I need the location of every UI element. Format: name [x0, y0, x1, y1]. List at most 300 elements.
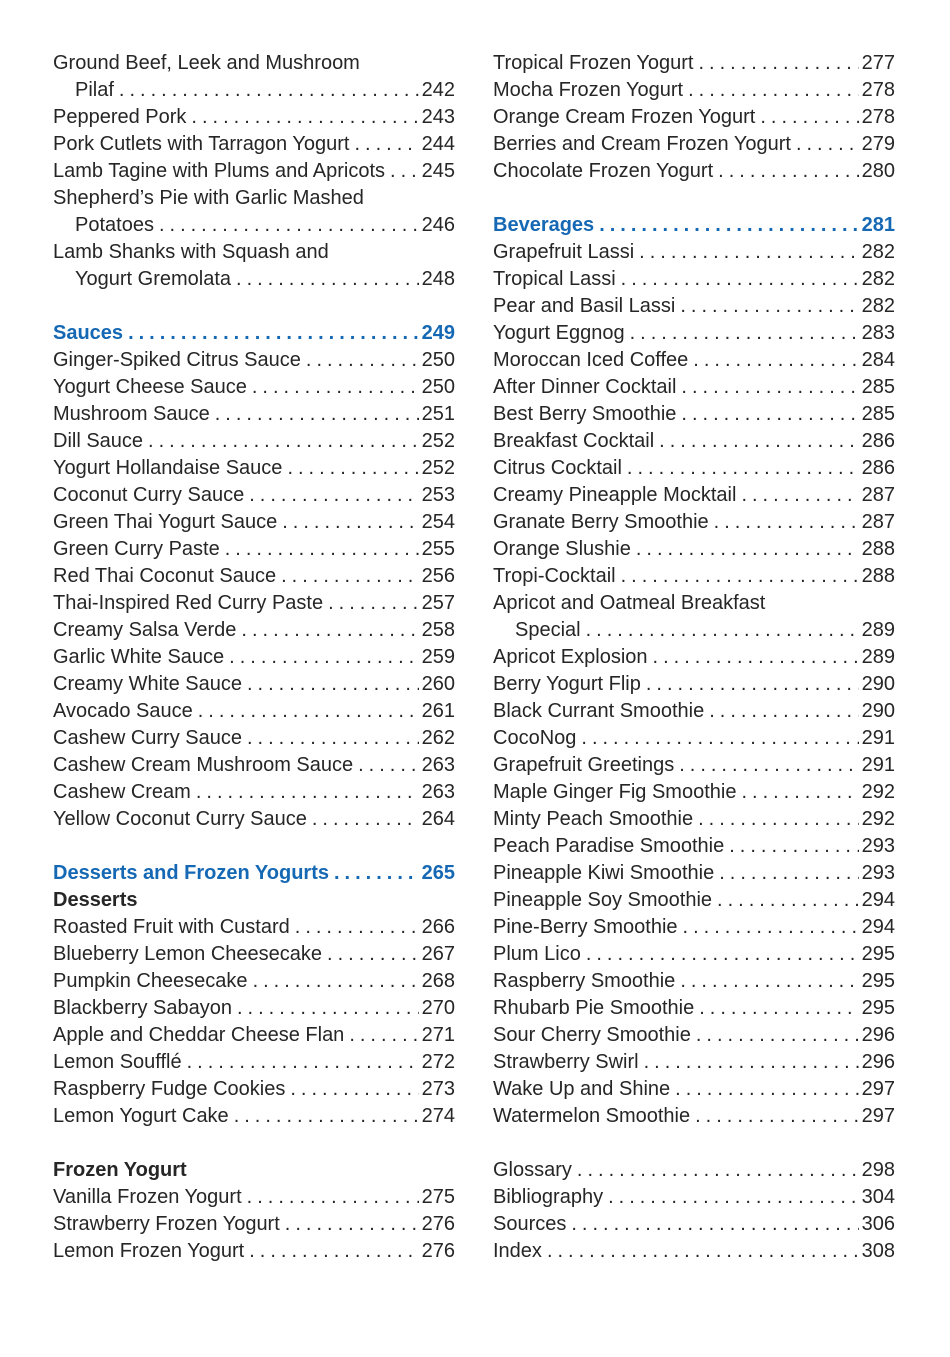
section-heading	[493, 212, 895, 239]
dot-leader	[290, 914, 419, 941]
page-number: 252	[421, 430, 455, 452]
page-number: 292	[861, 808, 895, 830]
page-number: 291	[861, 754, 895, 776]
page-number: 250	[421, 376, 455, 398]
dot-leader	[247, 374, 419, 401]
page-number: 304	[861, 1186, 895, 1208]
toc-entry-label: Garlic White Sauce	[53, 646, 225, 668]
toc-entry	[53, 617, 455, 644]
toc-entry	[493, 347, 895, 374]
toc-entry-label: Yogurt Hollandaise Sauce	[53, 457, 283, 479]
page-number: 271	[421, 1024, 455, 1046]
toc-entry	[53, 698, 455, 725]
page-number: 290	[861, 673, 895, 695]
toc-entry-label: Cashew Cream Mushroom Sauce	[53, 754, 354, 776]
toc-subheading-label: Desserts	[53, 889, 138, 911]
toc-entry	[493, 239, 895, 266]
toc-entry	[493, 914, 895, 941]
toc-entry-label: Yogurt Gremolata	[75, 268, 232, 290]
toc-entry	[53, 104, 455, 131]
page-number: 254	[421, 511, 455, 533]
page-number: 263	[421, 781, 455, 803]
page-number: 280	[861, 160, 895, 182]
toc-entry	[53, 995, 455, 1022]
toc-entry	[493, 374, 895, 401]
toc-entry	[493, 320, 895, 347]
toc-entry	[53, 455, 455, 482]
toc-entry	[493, 698, 895, 725]
dot-leader	[581, 941, 859, 968]
page-number: 275	[421, 1186, 455, 1208]
page-number: 286	[861, 430, 895, 452]
page-number: 294	[861, 916, 895, 938]
toc-entry	[493, 1238, 895, 1265]
toc-entry-label: Avocado Sauce	[53, 700, 193, 722]
toc-entry-label: Watermelon Smoothie	[493, 1105, 691, 1127]
toc-entry	[493, 1076, 895, 1103]
toc-entry	[493, 482, 895, 509]
dot-leader	[231, 266, 419, 293]
toc-entry	[493, 158, 895, 185]
toc-entry	[53, 941, 455, 968]
dot-leader	[322, 941, 419, 968]
dot-leader	[675, 968, 858, 995]
toc-entry	[53, 806, 455, 833]
page-number: 286	[861, 457, 895, 479]
dot-leader	[186, 104, 418, 131]
dot-leader	[693, 50, 858, 77]
toc-entry-label: Lemon Yogurt Cake	[53, 1105, 229, 1127]
section-heading-label: Sauces	[53, 322, 124, 344]
toc-entry	[493, 1211, 895, 1238]
toc-entry-label: Cashew Curry Sauce	[53, 727, 242, 749]
spacer	[493, 1130, 895, 1157]
page-number: 245	[421, 160, 455, 182]
toc-entry-label: Ginger-Spiked Citrus Sauce	[53, 349, 301, 371]
toc-entry-label: CocoNog	[493, 727, 577, 749]
page-number: 282	[861, 268, 895, 290]
page-number: 273	[421, 1078, 455, 1100]
toc-entry-label: Orange Slushie	[493, 538, 631, 560]
toc-subheading	[53, 887, 455, 914]
page-number: 264	[421, 808, 455, 830]
dot-leader	[242, 671, 419, 698]
toc-entry	[493, 644, 895, 671]
toc-entry-label: Blackberry Sabayon	[53, 997, 232, 1019]
toc-entry-label: Berries and Cream Frozen Yogurt	[493, 133, 791, 155]
toc-entry	[493, 1184, 895, 1211]
toc-entry-label: Blueberry Lemon Cheesecake	[53, 943, 323, 965]
toc-entry	[493, 725, 895, 752]
toc-entry	[493, 536, 895, 563]
dot-leader	[542, 1238, 859, 1265]
page-number: 290	[861, 700, 895, 722]
toc-subheading	[53, 1157, 455, 1184]
toc-entry-label: Tropical Frozen Yogurt	[493, 52, 694, 74]
toc-entry	[493, 563, 895, 590]
toc-entry	[493, 887, 895, 914]
toc-entry	[493, 779, 895, 806]
dot-leader	[713, 158, 858, 185]
toc-entry-label: Plum Lico	[493, 943, 581, 965]
toc-entry-label: Pear and Basil Lassi	[493, 295, 676, 317]
toc-entry-label: Special	[515, 619, 581, 641]
toc-entry	[53, 563, 455, 590]
toc-entry-label: Best Berry Smoothie	[493, 403, 677, 425]
page-number: 276	[421, 1213, 455, 1235]
toc-entry	[493, 1103, 895, 1130]
page-number: 250	[421, 349, 455, 371]
toc-entry	[53, 914, 455, 941]
page-number: 294	[861, 889, 895, 911]
page-number: 263	[421, 754, 455, 776]
toc-entry-label: Strawberry Swirl	[493, 1051, 639, 1073]
toc-entry	[53, 1022, 455, 1049]
toc-entry-label: Index	[493, 1240, 542, 1262]
dot-leader	[714, 860, 858, 887]
toc-entry	[53, 428, 455, 455]
dot-leader	[572, 1157, 859, 1184]
dot-leader	[323, 590, 419, 617]
toc-entry-label: Lamb Tagine with Plums and Apricots	[53, 160, 386, 182]
page-number: 276	[421, 1240, 455, 1262]
toc-entry	[493, 266, 895, 293]
toc-entry	[493, 509, 895, 536]
dot-leader	[307, 806, 419, 833]
dot-leader	[282, 455, 418, 482]
toc-entry	[53, 1103, 455, 1130]
dot-leader	[277, 509, 418, 536]
section-heading-label: Desserts and Frozen Yogurts	[53, 862, 329, 884]
toc-entry-label: Wake Up and Shine	[493, 1078, 671, 1100]
toc-entry-label: Yellow Coconut Curry Sauce	[53, 808, 307, 830]
toc-entry-label: After Dinner Cocktail	[493, 376, 677, 398]
toc-entry-label: Creamy Salsa Verde	[53, 619, 237, 641]
toc-subheading-label: Frozen Yogurt	[53, 1159, 187, 1181]
dot-leader	[603, 1184, 859, 1211]
page-number: 258	[421, 619, 455, 641]
toc-entry	[53, 347, 455, 374]
page-number: 289	[861, 619, 895, 641]
dot-leader	[670, 1076, 858, 1103]
dot-leader	[712, 887, 859, 914]
toc-entry-label: Lemon Soufflé	[53, 1051, 182, 1073]
toc-entry-label: Lemon Frozen Yogurt	[53, 1240, 245, 1262]
page-number: 246	[421, 214, 455, 236]
page-number: 297	[861, 1105, 895, 1127]
toc-entry-label: Bibliography	[493, 1186, 604, 1208]
page-number: 285	[861, 376, 895, 398]
toc-entry	[493, 77, 895, 104]
toc-entry-label: Red Thai Coconut Sauce	[53, 565, 277, 587]
page-number: 295	[861, 970, 895, 992]
dot-leader	[276, 563, 419, 590]
toc-entry	[493, 131, 895, 158]
page-number: 295	[861, 997, 895, 1019]
dot-leader	[143, 428, 419, 455]
toc-entry	[493, 590, 895, 617]
section-heading	[53, 860, 455, 887]
toc-entry-label: Grapefruit Greetings	[493, 754, 675, 776]
dot-leader	[193, 698, 419, 725]
page-number: 278	[861, 106, 895, 128]
toc-entry-label: Peppered Pork	[53, 106, 187, 128]
toc-entry-label: Mocha Frozen Yogurt	[493, 79, 684, 101]
page-number: 249	[421, 322, 455, 344]
toc-entry-label: Roasted Fruit with Custard	[53, 916, 290, 938]
toc-entry	[493, 752, 895, 779]
page-number: 306	[861, 1213, 895, 1235]
page-number: 268	[421, 970, 455, 992]
toc-entry-label: Raspberry Fudge Cookies	[53, 1078, 286, 1100]
toc-entry-label: Tropical Lassi	[493, 268, 616, 290]
toc-entry-label: Shepherd’s Pie with Garlic Mashed	[53, 187, 364, 209]
spacer	[53, 1130, 455, 1157]
toc-entry	[493, 833, 895, 860]
toc-entry	[53, 509, 455, 536]
page-number: 291	[861, 727, 895, 749]
toc-column-right	[493, 50, 895, 1265]
page-number: 298	[861, 1159, 895, 1181]
dot-leader	[736, 482, 858, 509]
dot-leader	[576, 725, 858, 752]
page-number: 297	[861, 1078, 895, 1100]
toc-entry	[53, 1211, 455, 1238]
dot-leader	[594, 212, 858, 239]
toc-entry-label: Ground Beef, Leek and Mushroom	[53, 52, 360, 74]
page-number: 281	[861, 214, 895, 236]
toc-entry-label: Pork Cutlets with Tarragon Yogurt	[53, 133, 350, 155]
toc-entry	[493, 671, 895, 698]
dot-leader	[353, 752, 419, 779]
toc-entry	[493, 941, 895, 968]
toc-entry-label: Dill Sauce	[53, 430, 144, 452]
dot-leader	[694, 995, 858, 1022]
spacer	[53, 293, 455, 320]
toc-entry	[53, 752, 455, 779]
dot-leader	[114, 77, 419, 104]
toc-entry	[493, 104, 895, 131]
toc-entry	[493, 50, 895, 77]
toc-entry-label: Yogurt Eggnog	[493, 322, 625, 344]
dot-leader	[683, 77, 859, 104]
toc-entry	[493, 293, 895, 320]
page-number: 267	[421, 943, 455, 965]
page-number: 293	[861, 835, 895, 857]
toc-entry	[493, 860, 895, 887]
dot-leader	[676, 401, 858, 428]
page-number: 260	[421, 673, 455, 695]
dot-leader	[616, 266, 859, 293]
toc-entry-label: Apricot and Oatmeal Breakfast	[493, 592, 766, 614]
toc-entry	[53, 185, 455, 212]
dot-leader	[634, 239, 858, 266]
dot-leader	[676, 374, 858, 401]
spacer	[53, 833, 455, 860]
dot-leader	[678, 914, 859, 941]
toc-entry	[53, 1238, 455, 1265]
toc-entry	[53, 482, 455, 509]
toc-entry	[53, 1049, 455, 1076]
dot-leader	[639, 1049, 859, 1076]
toc-entry-label: Pilaf	[75, 79, 114, 101]
page-number: 244	[421, 133, 455, 155]
toc-entry	[53, 266, 455, 293]
page-number: 283	[861, 322, 895, 344]
toc-entry-label: Sour Cherry Smoothie	[493, 1024, 691, 1046]
toc-entry	[53, 401, 455, 428]
dot-leader	[329, 860, 419, 887]
dot-leader	[242, 1184, 419, 1211]
toc-entry	[53, 590, 455, 617]
spacer	[493, 185, 895, 212]
dot-leader	[344, 1022, 418, 1049]
toc-entry-label: Cashew Cream	[53, 781, 191, 803]
toc-entry-label: Tropi-Cocktail	[493, 565, 616, 587]
toc-entry-label: Coconut Curry Sauce	[53, 484, 245, 506]
dot-leader	[581, 617, 859, 644]
page-number: 252	[421, 457, 455, 479]
dot-leader	[123, 320, 419, 347]
toc-entry-label: Raspberry Smoothie	[493, 970, 676, 992]
section-heading	[53, 320, 455, 347]
toc-entry-label: Green Thai Yogurt Sauce	[53, 511, 278, 533]
page-number: 262	[421, 727, 455, 749]
page-number: 248	[421, 268, 455, 290]
dot-leader	[244, 482, 418, 509]
page-number: 255	[421, 538, 455, 560]
page-number: 284	[861, 349, 895, 371]
dot-leader	[755, 104, 858, 131]
toc-entry-label: Pineapple Kiwi Smoothie	[493, 862, 715, 884]
dot-leader	[736, 779, 858, 806]
dot-leader	[704, 698, 858, 725]
toc-entry-label: Green Curry Paste	[53, 538, 220, 560]
page-number: 296	[861, 1051, 895, 1073]
dot-leader	[566, 1211, 858, 1238]
dot-leader	[674, 752, 858, 779]
page-number: 256	[421, 565, 455, 587]
toc-entry-label: Citrus Cocktail	[493, 457, 622, 479]
dot-leader	[242, 725, 419, 752]
toc-entry	[493, 995, 895, 1022]
dot-leader	[244, 1238, 418, 1265]
toc-entry	[493, 401, 895, 428]
toc-entry-label: Creamy White Sauce	[53, 673, 242, 695]
toc-entry-label: Peach Paradise Smoothie	[493, 835, 725, 857]
dot-leader	[724, 833, 858, 860]
toc-entry-label: Moroccan Iced Coffee	[493, 349, 689, 371]
dot-leader	[675, 293, 858, 320]
toc-entry	[53, 212, 455, 239]
dot-leader	[301, 347, 419, 374]
page-number: 308	[861, 1240, 895, 1262]
toc-entry	[53, 158, 455, 185]
page-number: 287	[861, 484, 895, 506]
page-number: 243	[421, 106, 455, 128]
dot-leader	[210, 401, 419, 428]
dot-leader	[641, 671, 859, 698]
dot-leader	[688, 347, 858, 374]
dot-leader	[220, 536, 419, 563]
dot-leader	[248, 968, 419, 995]
toc-entry-label: Mushroom Sauce	[53, 403, 210, 425]
dot-leader	[349, 131, 418, 158]
page-number: 251	[421, 403, 455, 425]
dot-leader	[631, 536, 859, 563]
toc-entry-label: Chocolate Frozen Yogurt	[493, 160, 714, 182]
toc-entry	[493, 806, 895, 833]
toc-entry	[53, 644, 455, 671]
toc-entry	[53, 239, 455, 266]
toc-entry	[53, 1076, 455, 1103]
toc-entry	[53, 725, 455, 752]
toc-entry-label: Vanilla Frozen Yogurt	[53, 1186, 242, 1208]
toc-entry	[53, 131, 455, 158]
page-number: 272	[421, 1051, 455, 1073]
page-number: 253	[421, 484, 455, 506]
page-number: 270	[421, 997, 455, 1019]
dot-leader	[691, 1022, 859, 1049]
page-number: 282	[861, 295, 895, 317]
dot-leader	[285, 1076, 418, 1103]
page-number: 278	[861, 79, 895, 101]
dot-leader	[709, 509, 859, 536]
dot-leader	[229, 1103, 419, 1130]
toc-entry	[53, 968, 455, 995]
dot-leader	[224, 644, 418, 671]
toc-entry	[493, 1157, 895, 1184]
dot-leader	[385, 158, 419, 185]
page-number: 277	[861, 52, 895, 74]
dot-leader	[693, 806, 859, 833]
toc-entry	[493, 1049, 895, 1076]
toc-entry-label: Potatoes	[75, 214, 154, 236]
toc-entry	[53, 77, 455, 104]
page-number: 292	[861, 781, 895, 803]
toc-entry-label: Breakfast Cocktail	[493, 430, 655, 452]
page-number: 259	[421, 646, 455, 668]
toc-column-left	[53, 50, 455, 1265]
dot-leader	[191, 779, 419, 806]
dot-leader	[154, 212, 419, 239]
dot-leader	[280, 1211, 419, 1238]
toc-entry	[53, 1184, 455, 1211]
toc-entry	[493, 428, 895, 455]
page-number: 274	[421, 1105, 455, 1127]
page-number: 242	[421, 79, 455, 101]
dot-leader	[622, 455, 859, 482]
dot-leader	[791, 131, 859, 158]
toc-entry-label: Orange Cream Frozen Yogurt	[493, 106, 756, 128]
toc-entry	[53, 536, 455, 563]
page-number: 288	[861, 565, 895, 587]
toc-entry-label: Glossary	[493, 1159, 572, 1181]
page-number: 285	[861, 403, 895, 425]
toc-entry-label: Lamb Shanks with Squash and	[53, 241, 329, 263]
page-number: 282	[861, 241, 895, 263]
dot-leader	[648, 644, 859, 671]
toc-entry-label: Pumpkin Cheesecake	[53, 970, 248, 992]
page-number: 287	[861, 511, 895, 533]
page-number: 296	[861, 1024, 895, 1046]
toc-entry-label: Pineapple Soy Smoothie	[493, 889, 713, 911]
toc-entry-label: Granate Berry Smoothie	[493, 511, 709, 533]
toc-entry-label: Pine-Berry Smoothie	[493, 916, 678, 938]
page-number: 265	[421, 862, 455, 884]
toc-entry-label: Grapefruit Lassi	[493, 241, 635, 263]
toc-entry-label: Strawberry Frozen Yogurt	[53, 1213, 280, 1235]
